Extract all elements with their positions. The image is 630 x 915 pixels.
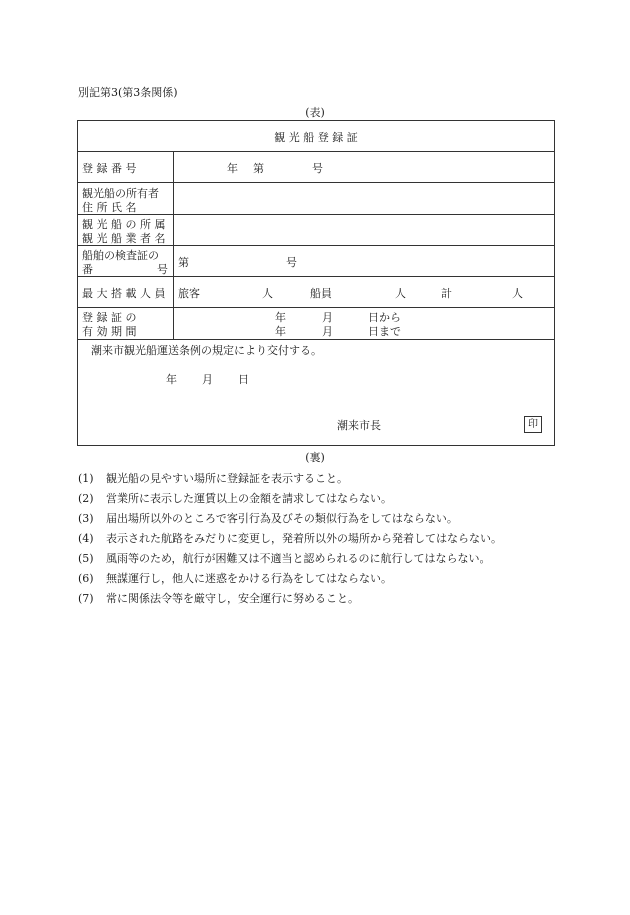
column-divider [173, 151, 174, 339]
front-label: (表) [305, 106, 325, 119]
list-item [78, 588, 502, 608]
note-text: 観光船の見やすい場所に登録証を表示すること。 [106, 472, 348, 485]
note-text: 常に関係法令等を厳守し，安全運行に努めること。 [106, 592, 359, 605]
note-number: (3) [78, 511, 94, 525]
note-number: (7) [78, 591, 94, 605]
issuer-name: 潮来市長 [337, 419, 381, 432]
list-item [78, 508, 502, 528]
operator-label-2: 観 光 船 業 者 名 [82, 232, 166, 245]
reg-number-year: 年 [227, 162, 238, 175]
validity-from-month: 月 [322, 311, 333, 324]
row-divider [78, 339, 554, 340]
list-item [78, 528, 502, 548]
note-number: (5) [78, 551, 94, 565]
form-title: 観 光 船 登 録 証 [274, 131, 358, 144]
capacity-crew: 船員 [310, 287, 332, 300]
inspection-go: 号 [286, 256, 297, 269]
capacity-passengers: 旅客 [178, 287, 200, 300]
validity-to-day: 日まで [368, 325, 401, 338]
issuance-statement: 潮来市観光船運送条例の規定により交付する。 [91, 344, 322, 357]
issuance-month: 月 [202, 373, 213, 386]
capacity-total: 計 [441, 287, 452, 300]
reg-number-label: 登 録 番 号 [82, 162, 137, 175]
back-label: (裏) [305, 451, 325, 464]
note-number: (6) [78, 571, 94, 585]
note-text: 届出場所以外のところで客引行為及びその類似行為をしてはならない。 [106, 512, 458, 525]
validity-label-2: 有 効 期 間 [82, 325, 137, 338]
capacity-nin-1: 人 [262, 287, 273, 300]
note-text: 営業所に表示した運賃以上の金額を請求してはならない。 [106, 492, 392, 505]
issuance-year: 年 [166, 373, 177, 386]
list-item [78, 568, 502, 588]
validity-from-year: 年 [275, 311, 286, 324]
note-text: 無謀運行し，他人に迷惑をかける行為をしてはならない。 [106, 572, 392, 585]
validity-to-month: 月 [322, 325, 333, 338]
list-item [78, 468, 502, 488]
row-divider [78, 307, 554, 308]
list-item [78, 548, 502, 568]
validity-from-day: 日から [368, 311, 401, 324]
issuance-day: 日 [238, 373, 249, 386]
inspection-label-1: 船舶の検査証の [82, 249, 159, 262]
row-divider [78, 276, 554, 277]
seal-icon: 印 [524, 416, 542, 433]
back-notes-list [78, 468, 502, 608]
reg-number-go: 号 [312, 162, 323, 175]
inspection-label-2: 番 [82, 263, 93, 276]
note-text: 風雨等のため，航行が困難又は不適当と認められるのに航行してはならない。 [106, 552, 491, 565]
row-divider [78, 151, 554, 152]
capacity-label: 最 大 搭 載 人 員 [82, 287, 166, 300]
inspection-dai: 第 [178, 256, 189, 269]
reg-number-dai: 第 [253, 162, 264, 175]
note-text: 表示された航路をみだりに変更し，発着所以外の場所から発着してはならない。 [106, 532, 502, 545]
capacity-nin-3: 人 [512, 287, 523, 300]
owner-label-2: 住 所 氏 名 [82, 201, 137, 214]
validity-label-1: 登 録 証 の [82, 311, 137, 324]
note-number: (1) [78, 471, 94, 485]
owner-label-1: 観光船の所有者 [82, 187, 159, 200]
validity-to-year: 年 [275, 325, 286, 338]
operator-label-1: 観 光 船 の 所 属 [82, 218, 166, 231]
note-number: (4) [78, 531, 94, 545]
note-number: (2) [78, 491, 94, 505]
header-note: 別記第3(第3条関係) [78, 86, 178, 99]
capacity-nin-2: 人 [395, 287, 406, 300]
inspection-label-2b: 号 [157, 263, 168, 276]
row-divider [78, 182, 554, 183]
list-item [78, 488, 502, 508]
registration-form [77, 120, 555, 446]
